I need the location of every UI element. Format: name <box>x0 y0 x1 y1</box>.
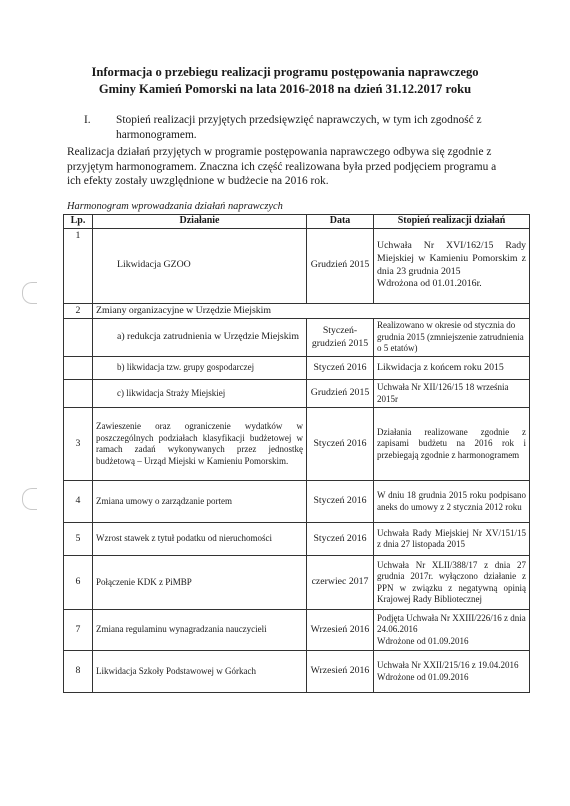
schedule-table <box>63 214 530 693</box>
table-row: a) redukcja zatrudnienia w Urzędzie Miejskim Styczeń-grudzień 2015 Realizowano w okresie od stycznia do grudnia 2015 (zmniejszenie zatrudnienia o 5 etatów) <box>64 319 530 357</box>
table-header-row <box>64 215 530 229</box>
header-lp: Lp. <box>64 215 93 229</box>
punch-hole-mark <box>22 488 37 510</box>
table-row: 3 Zawieszenie oraz ograniczenie wydatków w poszczególnych podziałach klasyfikacji budżetowej w ramach zadań wykonywanych przez jednostkę budżetową – Urząd Miejski w Kamieniu Pomorskim. Styczeń 2016 Działania realizowane zgodnie z zapisami budżetu na 2016 rok i przebiegają zgodnie z harmonogramem <box>64 408 530 481</box>
table-caption: Harmonogram wprowadzania działań naprawczych <box>67 201 283 212</box>
table-row: 2 Zmiany organizacyjne w Urzędzie Miejskim <box>64 303 530 319</box>
table-row: 8 Likwidacja Szkoły Podstawowej w Górkach Wrzesień 2016 Uchwała Nr XXII/215/16 z 19.04.2016 Wdrożone od 01.09.2016 <box>64 651 530 693</box>
punch-hole-mark <box>22 282 37 304</box>
header-status: Stopień realizacji działań <box>374 215 530 229</box>
document-title: Informacja o przebiegu realizacji programu postępowania naprawczego Gminy Kamień Pomorski na lata 2016-2018 na dzień 31.12.2017 roku <box>91 65 479 96</box>
section-number: I. <box>84 114 91 126</box>
header-date: Data <box>307 215 374 229</box>
header-action: Działanie <box>93 215 307 229</box>
table-row: 7 Zmiana regulaminu wynagradzania nauczycieli Wrzesień 2016 Podjęta Uchwała Nr XXIII/226/16 z dnia 24.06.2016 Wdrożone od 01.09.2016 <box>64 610 530 651</box>
table-row: 6 Połączenie KDK z PiMBP czerwiec 2017 Uchwała Nr XLII/388/17 z dnia 27 grudnia 2017r. wyłączono działanie z PPN w związku z negatywną opinią Krajowej Rady Bibliotecznej <box>64 556 530 610</box>
intro-paragraph: Realizacja działań przyjętych w programie postępowania naprawczego odbywa się zgodnie z przyjętym harmonogramem. Znaczna ich część realizowana była przed podjęciem programu a ich efekty zostały uwzględnione w budżecie na 2016 rok. <box>67 146 497 187</box>
table-row: 5 Wzrost stawek z tytuł podatku od nieruchomości Styczeń 2016 Uchwała Rady Miejskiej Nr XV/151/15 z dnia 27 listopada 2015 <box>64 523 530 556</box>
table-row: 4 Zmiana umowy o zarządzanie portem Styczeń 2016 W dniu 18 grudnia 2015 roku podpisano aneks do umowy z 2 stycznia 2012 roku <box>64 481 530 523</box>
section-text: Stopień realizacji przyjętych przedsięwzięć naprawczych, w tym ich zgodność z harmonogramem. <box>116 114 482 141</box>
table-row: b) likwidacja tzw. grupy gospodarczej Styczeń 2016 Likwidacja z końcem roku 2015 <box>64 357 530 380</box>
table-row: c) likwidacja Straży Miejskiej Grudzień 2015 Uchwała Nr XII/126/15 18 września 2015r <box>64 380 530 408</box>
table-row: 1 Likwidacja GZOO Grudzień 2015 Uchwała Nr XVI/162/15 Rady Miejskiej w Kamieniu Pomorskim z dnia 23 grudnia 2015 Wdrożona od 01.01.2016r. <box>64 228 530 303</box>
